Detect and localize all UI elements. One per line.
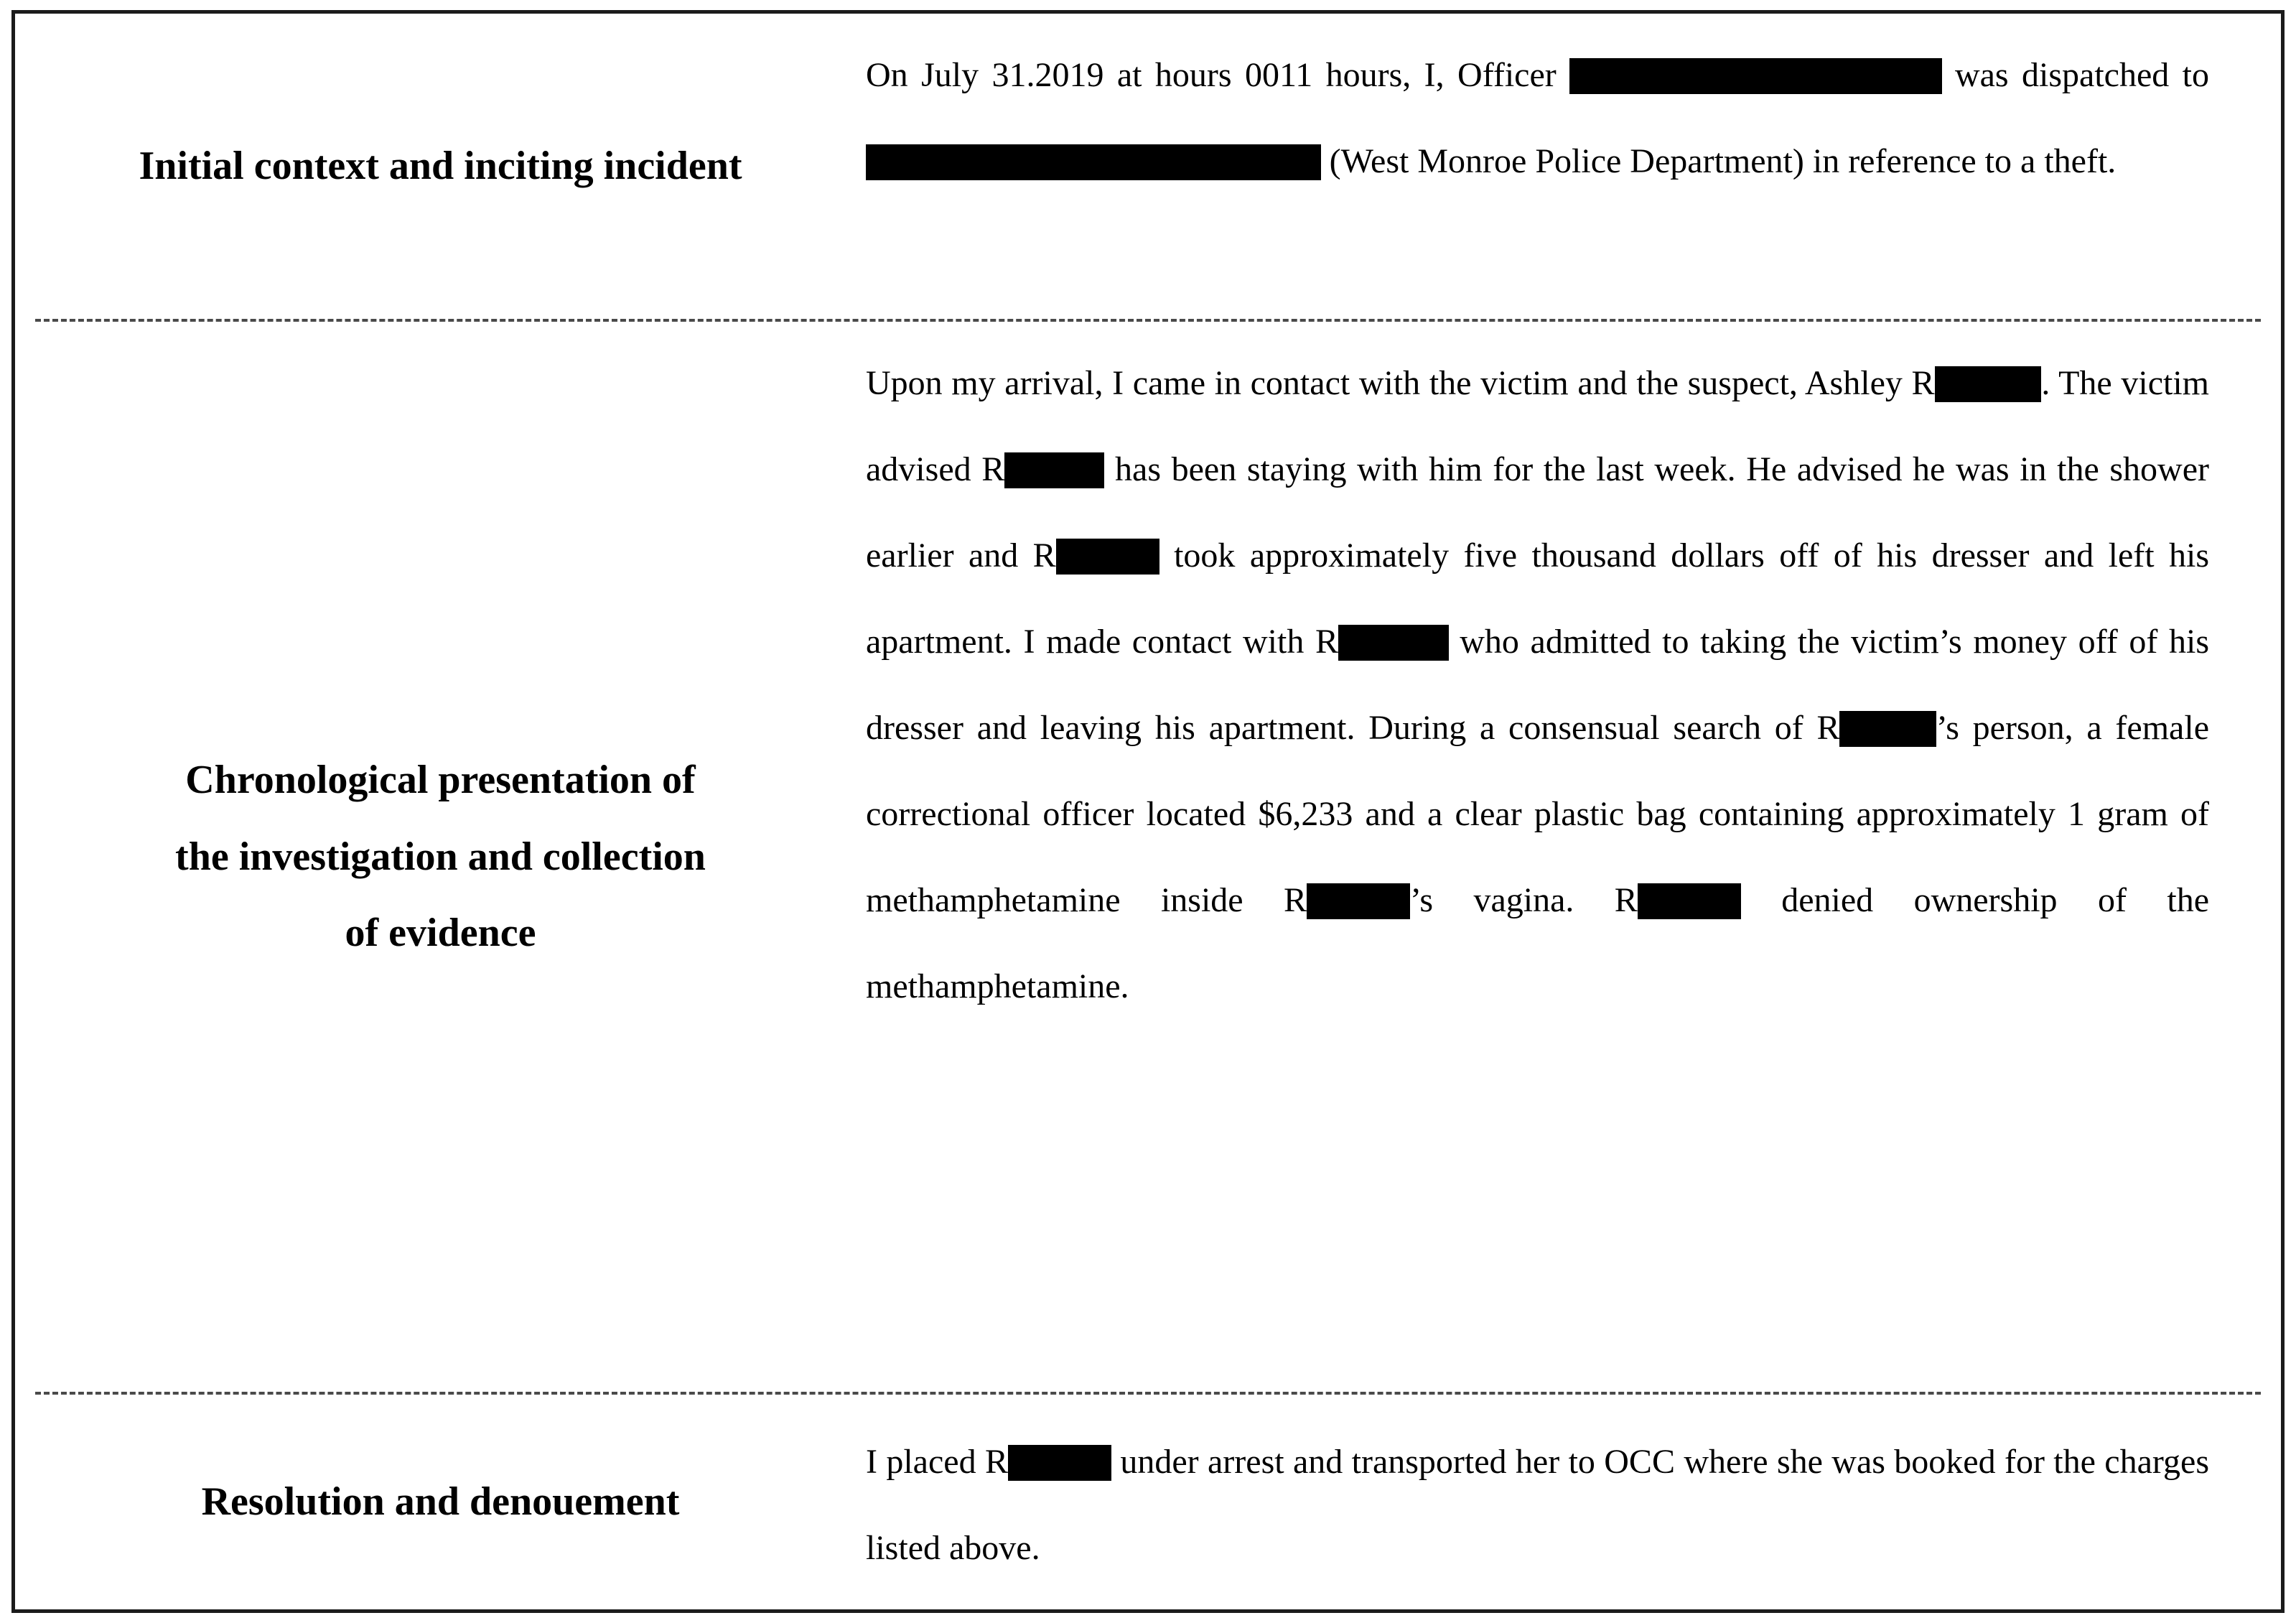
section-label-investigation: Chronological presentation of the investigation and collection of evidence: [175, 758, 706, 956]
section-label-column: [15, 1395, 866, 1609]
report-text-investigation: Upon my arrival, I came in contact with the victim and the suspect, Ashley R . The victim advised R has been staying with him for the last week. He advised he was in the shower earlier and R took approximately five thousand dollars off of his dresser and left his apartment. I made contact with R who admitted to taking the victim’s money off of his dresser and leaving his apartment. During a consensual search of R ’s person, a female correctional officer located $6,233 and a clear plastic bag containing approximately 1 gram of methamphetamine inside R ’s vagina. R denied ownership of the methamphetamine.: [866, 364, 2210, 1005]
redaction-bar: [1056, 539, 1159, 575]
redaction-bar: [1569, 58, 1941, 94]
redaction-bar: [1004, 452, 1104, 488]
section-resolution: [15, 1395, 2281, 1609]
section-label-resolution: Resolution and denouement: [201, 1479, 680, 1525]
section-investigation: [15, 322, 2281, 1392]
redaction-bar: [1638, 883, 1741, 919]
section-body-column: [866, 14, 2281, 319]
section-initial-context: [15, 14, 2281, 319]
redaction-bar: [866, 144, 1321, 180]
redaction-bar: [1839, 711, 1936, 747]
report-text-resolution: I placed R under arrest and transported her to OCC where she was booked for the charges listed above.: [866, 1443, 2210, 1567]
section-label-column: [15, 14, 866, 319]
section-label-column: [15, 322, 866, 1392]
redaction-bar: [1935, 366, 2042, 402]
section-body-column: [866, 1395, 2281, 1609]
redaction-bar: [1008, 1445, 1111, 1481]
redaction-bar: [1307, 883, 1410, 919]
report-text-initial-context: On July 31.2019 at hours 0011 hours, I, Officer was dispatched to (West Monroe Police Department) in reference to a theft.: [866, 56, 2210, 180]
section-body-column: [866, 322, 2281, 1392]
section-label-initial-context: Initial context and inciting incident: [139, 144, 742, 189]
report-figure-frame: [11, 10, 2285, 1613]
redaction-bar: [1338, 625, 1449, 661]
